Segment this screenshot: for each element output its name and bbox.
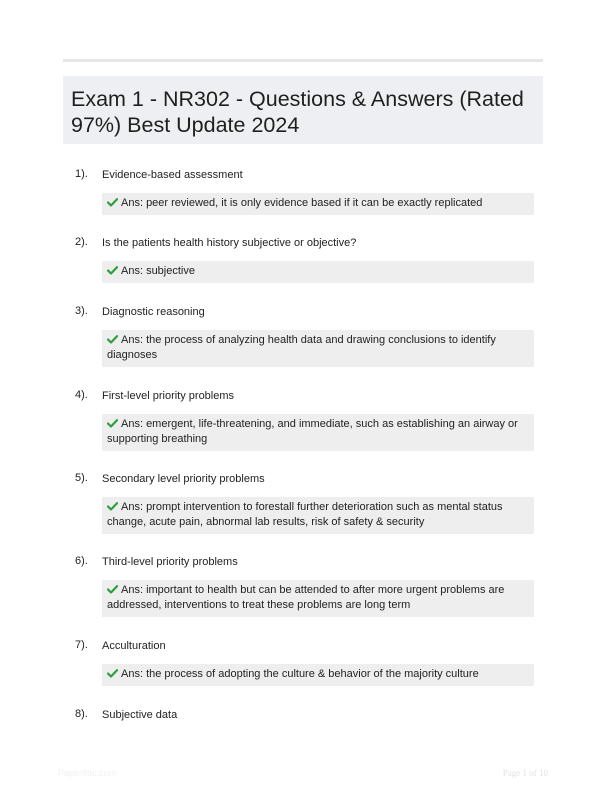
answer-box: [102, 414, 534, 451]
question-number: 2).: [75, 236, 88, 248]
check-icon: [107, 265, 118, 274]
answer-text: Ans: peer reviewed, it is only evidence based if it can be exactly replicated: [121, 197, 483, 209]
question-number: 3).: [75, 305, 88, 317]
answer-text: Ans: emergent, life-threatening, and immediate, such as establishing an airway or supporting breathing: [107, 418, 518, 445]
page-title: Exam 1 - NR302 - Questions & Answers (Rated 97%) Best Update 2024: [71, 87, 524, 137]
question-number: 8).: [75, 708, 88, 720]
check-icon: [107, 584, 118, 593]
question-text: Diagnostic reasoning: [102, 306, 205, 318]
check-icon: [107, 197, 118, 206]
question-number: 5).: [75, 472, 88, 484]
answer-box: [102, 497, 534, 534]
question-number: 6).: [75, 555, 88, 567]
question-number: 7).: [75, 639, 88, 651]
question-text: Third-level priority problems: [102, 556, 238, 568]
question-text: Secondary level priority problems: [102, 473, 265, 485]
question-number: 4).: [75, 389, 88, 401]
answer-box: [102, 580, 534, 617]
answer-text: Ans: the process of adopting the culture & behavior of the majority culture: [121, 668, 479, 680]
page-number: Page 1 of 10: [502, 768, 548, 778]
footer-watermark: Paper8ttc.com: [58, 768, 117, 778]
question-text: Evidence-based assessment: [102, 169, 243, 181]
question-text: First-level priority problems: [102, 390, 235, 402]
check-icon: [107, 501, 118, 510]
question-text: Subjective data: [102, 709, 178, 721]
check-icon: [107, 418, 118, 427]
answer-box: [102, 330, 534, 367]
answer-box: [102, 664, 534, 686]
answer-box: [102, 193, 534, 215]
question-text: Acculturation: [102, 640, 166, 652]
answer-text: Ans: prompt intervention to forestall further deterioration such as mental status change, acute pain, abnormal lab results, risk of safety & security: [107, 501, 503, 528]
answer-text: Ans: important to health but can be attended to after more urgent problems are addressed, interventions to treat these problems are long term: [107, 584, 505, 611]
question-text: Is the patients health history subjective or objective?: [102, 237, 357, 249]
answer-box: [102, 261, 534, 283]
answer-text: Ans: the process of analyzing health data and drawing conclusions to identify diagnoses: [107, 334, 496, 361]
check-icon: [107, 334, 118, 343]
question-number: 1).: [75, 168, 88, 180]
check-icon: [107, 668, 118, 677]
answer-text: Ans: subjective: [121, 265, 195, 277]
